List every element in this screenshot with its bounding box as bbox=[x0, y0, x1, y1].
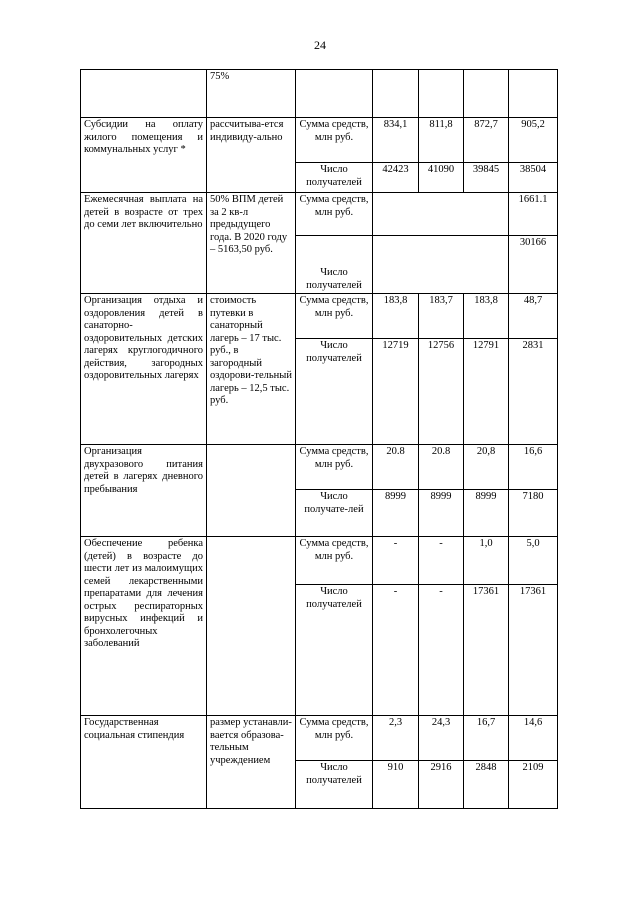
value-cell: 872,7 bbox=[464, 118, 509, 163]
value-cell: 42423 bbox=[373, 163, 419, 193]
value-cell: 183,8 bbox=[373, 294, 419, 339]
indicator-cell: Сумма средств, млн руб. bbox=[296, 118, 373, 163]
value-cell: 183,7 bbox=[419, 294, 464, 339]
norm-cell: рассчитыва-ется индивиду-ально bbox=[207, 118, 296, 193]
benefits-table bbox=[80, 69, 558, 809]
indicator-cell: Число получате-лей bbox=[296, 490, 373, 537]
indicator-cell: Сумма средств, млн руб. bbox=[296, 716, 373, 761]
norm-cell bbox=[207, 445, 296, 537]
benefit-name-cell: Организация отдыха и оздоровления детей в санаторно-оздоровительных детских лагерях круглогодичного действия, загородных оздоровительных лагерях bbox=[81, 294, 207, 445]
norm-cell bbox=[207, 537, 296, 716]
value-cell: 1,0 bbox=[464, 537, 509, 585]
benefit-name-cell: Субсидии на оплату жилого помещения и коммунальных услуг * bbox=[81, 118, 207, 193]
benefit-name-cell: Обеспечение ребенка (детей) в возрасте до шести лет из малоимущих семей лекарственными препаратами для лечения острых респираторных вирусных инфекций и бронхолегочных заболеваний bbox=[81, 537, 207, 716]
benefit-name-cell: Организация двухразового питания детей в лагерях дневного пребывания bbox=[81, 445, 207, 537]
indicator-cell: Число получателей bbox=[296, 761, 373, 809]
value-cell: 24,3 bbox=[419, 716, 464, 761]
value-cell bbox=[373, 70, 419, 118]
value-cell: - bbox=[373, 537, 419, 585]
value-cell bbox=[419, 70, 464, 118]
value-cell: 17361 bbox=[464, 585, 509, 716]
indicator-cell: Сумма средств, млн руб. bbox=[296, 445, 373, 490]
value-cell: 17361 bbox=[509, 585, 558, 716]
value-cell: 38504 bbox=[509, 163, 558, 193]
value-cell: 834,1 bbox=[373, 118, 419, 163]
value-cell: 20.8 bbox=[419, 445, 464, 490]
value-cell: 2831 bbox=[509, 339, 558, 445]
value-cell: 16,7 bbox=[464, 716, 509, 761]
value-cell: 5,0 bbox=[509, 537, 558, 585]
value-cell: 12756 bbox=[419, 339, 464, 445]
value-cell: 16,6 bbox=[509, 445, 558, 490]
page-number: 24 bbox=[314, 38, 326, 52]
value-cell: 39845 bbox=[464, 163, 509, 193]
table-row bbox=[81, 193, 558, 236]
value-cell: 1661.1 bbox=[509, 193, 558, 236]
value-cell: 905,2 bbox=[509, 118, 558, 163]
value-cell: 20,8 bbox=[464, 445, 509, 490]
indicator-cell: Сумма средств, млн руб. bbox=[296, 294, 373, 339]
indicator-cell: Сумма средств, млн руб. bbox=[296, 193, 373, 236]
value-cell: - bbox=[419, 537, 464, 585]
value-cell-merged bbox=[373, 236, 509, 294]
value-cell: 12719 bbox=[373, 339, 419, 445]
value-cell: 8999 bbox=[373, 490, 419, 537]
value-cell: 48,7 bbox=[509, 294, 558, 339]
value-cell: 12791 bbox=[464, 339, 509, 445]
value-cell: 14,6 bbox=[509, 716, 558, 761]
value-cell: - bbox=[373, 585, 419, 716]
value-cell: 8999 bbox=[419, 490, 464, 537]
benefit-name-cell bbox=[81, 70, 207, 118]
value-cell: 8999 bbox=[464, 490, 509, 537]
value-cell: 2848 bbox=[464, 761, 509, 809]
table-row bbox=[81, 537, 558, 585]
norm-cell: стоимость путевки в санаторный лагерь – 17 тыс. руб., в загородный оздорови-тельный лагерь – 12,5 тыс. руб. bbox=[207, 294, 296, 445]
value-cell: 41090 bbox=[419, 163, 464, 193]
indicator-cell: Число получателей bbox=[296, 236, 373, 294]
value-cell: 20.8 bbox=[373, 445, 419, 490]
value-cell: 811,8 bbox=[419, 118, 464, 163]
value-cell bbox=[464, 70, 509, 118]
indicator-cell: Число получателей bbox=[296, 163, 373, 193]
value-cell: 30166 bbox=[509, 236, 558, 294]
norm-cell: 75% bbox=[207, 70, 296, 118]
value-cell: 2,3 bbox=[373, 716, 419, 761]
indicator-cell: Сумма средств, млн руб. bbox=[296, 537, 373, 585]
table-row bbox=[81, 445, 558, 490]
norm-cell: размер устанавли-вается образова-тельным учреждением bbox=[207, 716, 296, 809]
value-cell: 2916 bbox=[419, 761, 464, 809]
benefit-name-cell: Ежемесячная выплата на детей в возрасте от трех до семи лет включительно bbox=[81, 193, 207, 294]
indicator-cell: Число получателей bbox=[296, 339, 373, 445]
table-row bbox=[81, 70, 558, 118]
benefit-name-cell: Государственная социальная стипендия bbox=[81, 716, 207, 809]
value-cell bbox=[509, 70, 558, 118]
indicator-cell: Число получателей bbox=[296, 585, 373, 716]
value-cell: 7180 bbox=[509, 490, 558, 537]
value-cell-merged bbox=[373, 193, 509, 236]
value-cell: 910 bbox=[373, 761, 419, 809]
table-row bbox=[81, 118, 558, 163]
value-cell: - bbox=[419, 585, 464, 716]
value-cell: 2109 bbox=[509, 761, 558, 809]
norm-cell: 50% ВПМ детей за 2 кв-л предыдущего года. В 2020 году – 5163,50 руб. bbox=[207, 193, 296, 294]
table-row bbox=[81, 716, 558, 761]
value-cell: 183,8 bbox=[464, 294, 509, 339]
table-row bbox=[81, 294, 558, 339]
indicator-cell bbox=[296, 70, 373, 118]
